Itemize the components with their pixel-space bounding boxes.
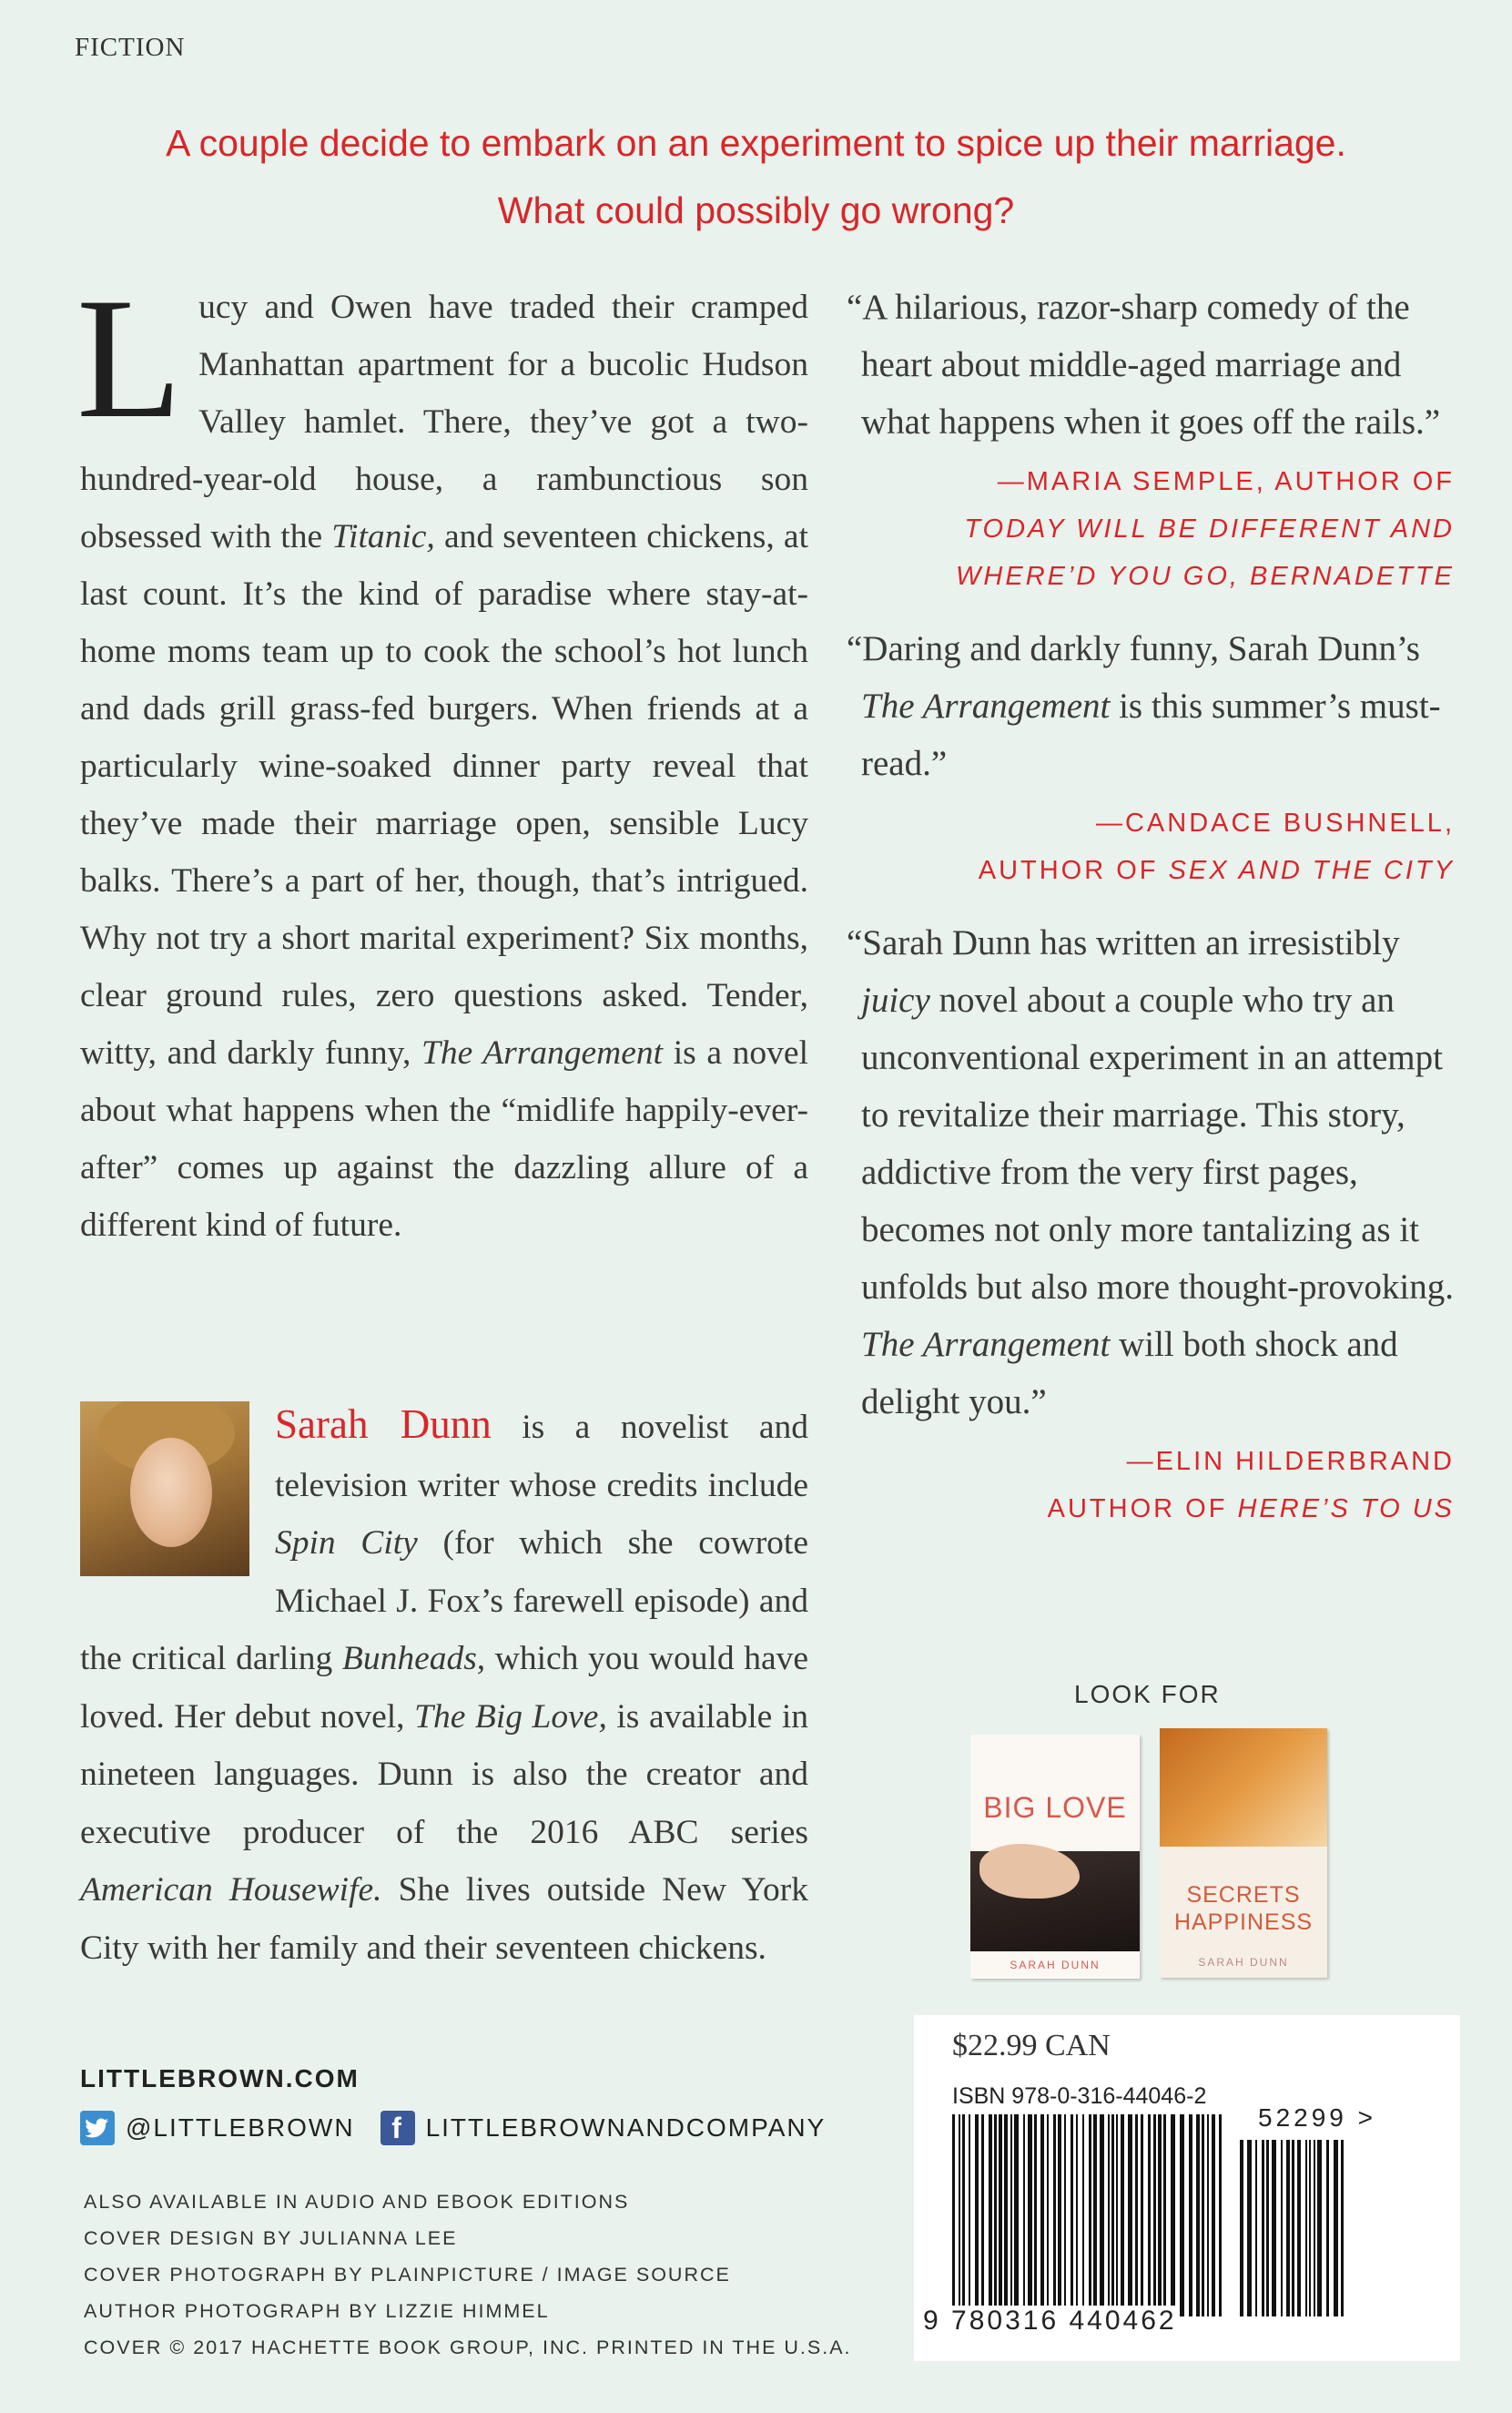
barcode-addon-bars	[1240, 2140, 1344, 2316]
barcode-bar	[1158, 2114, 1162, 2316]
quote-book-title: The Arrangement	[861, 687, 1111, 726]
barcode-bar	[1247, 2140, 1252, 2316]
credit-line: ALSO AVAILABLE IN AUDIO AND EBOOK EDITIONS	[84, 2191, 630, 2213]
author-photo	[80, 1401, 249, 1576]
barcode-bar	[1089, 2114, 1091, 2316]
description-text-2: and seventeen chickens, at last count. It’s the kind of paradise where stay-at-home moms team up to cook the school’s hot lunch and dads grill grass-fed burgers. When friends at a particularly wine-soaked dinner party reveal that they’ve made their marriage open, sensible Lucy balks. There’s a part of her, though, that’s intrigued. Why not try a short marital experiment? Six months, clear ground rules, zero questions asked. Tender, witty, and darkly funny,	[80, 518, 808, 1072]
attribution-title: TODAY WILL BE DIFFERENT AND	[964, 514, 1455, 544]
barcode-bar	[1262, 2140, 1264, 2316]
barcode-bar	[1286, 2140, 1290, 2316]
quote-text-part: will both shock and delight you.”	[861, 1325, 1398, 1421]
barcode-bar	[1053, 2114, 1056, 2316]
attribution-title: WHERE’D YOU GO, BERNADETTE	[956, 562, 1455, 591]
book-cover-image	[1160, 1728, 1327, 1847]
barcode-bar	[1255, 2140, 1257, 2316]
bio-bunheads: Bunheads,	[341, 1640, 486, 1677]
attribution-text: AUTHOR OF	[978, 856, 1169, 885]
review-quote-3	[847, 914, 1455, 1532]
quote-attribution	[847, 1438, 1455, 1532]
author-name: Sarah Dunn	[275, 1401, 492, 1447]
book-cover-author: SARAH DUNN	[1010, 1959, 1101, 1971]
social-links	[80, 2111, 826, 2145]
twitter-handle[interactable]: @LITTLEBROWN	[126, 2113, 355, 2142]
barcode-bar	[1076, 2114, 1078, 2316]
author-photo-face	[130, 1438, 212, 1547]
review-quotes	[847, 279, 1455, 1532]
barcode-bar	[1153, 2114, 1156, 2316]
credit-line: COVER PHOTOGRAPH BY PLAINPICTURE / IMAGE SOURCE	[84, 2264, 731, 2286]
barcode-bar	[1040, 2114, 1044, 2316]
quote-text-part: “Daring and darkly funny, Sarah Dunn’s	[847, 629, 1420, 668]
barcode-bar	[1212, 2114, 1215, 2316]
credit-line: COVER © 2017 HACHETTE BOOK GROUP, INC. PRINTED IN THE U.S.A.	[84, 2337, 852, 2358]
barcode-bar	[1305, 2140, 1307, 2316]
barcode-bar	[1309, 2140, 1311, 2316]
attribution-text: AUTHOR OF	[1047, 1494, 1238, 1523]
barcode-ean-digits: 9 780316 440462	[923, 2306, 1177, 2336]
quote-text	[847, 914, 1455, 1430]
barcode-bar	[1292, 2140, 1294, 2316]
attribution-line: —CANDACE BUSHNELL,	[1095, 809, 1455, 838]
quote-book-title: The Arrangement	[861, 1325, 1111, 1364]
twitter-bird-icon[interactable]	[80, 2111, 115, 2145]
barcode-bar	[1180, 2114, 1184, 2316]
barcode-bar	[1189, 2114, 1192, 2316]
barcode-bar	[969, 2114, 970, 2316]
isbn: ISBN 978-0-316-44046-2	[952, 2083, 1207, 2109]
bio-american-housewife: American Housewife.	[80, 1871, 382, 1909]
attribution-title: HERE’S TO US	[1237, 1494, 1455, 1523]
bio-text-1: is a novelist and television writer whose credits include	[275, 1409, 808, 1504]
barcode-bar	[1219, 2114, 1222, 2316]
barcode-bar	[1128, 2114, 1132, 2316]
look-for-label: LOOK FOR	[1074, 1680, 1221, 1708]
barcode-bar	[1171, 2114, 1175, 2316]
tagline-line-2: What could possibly go wrong?	[497, 189, 1015, 231]
attribution-line	[847, 1485, 1455, 1532]
barcode-bar	[1148, 2114, 1151, 2316]
review-quote-1	[847, 279, 1455, 600]
book-description	[76, 263, 808, 1254]
barcode-bar	[994, 2114, 997, 2316]
barcode-bar	[1047, 2114, 1049, 2316]
bio-text-4: is available in nineteen languages. Dunn is also the creator and executive producer of the 2016 ABC series	[80, 1697, 808, 1851]
credit-line: COVER DESIGN BY JULIANNA LEE	[84, 2227, 458, 2249]
book-cover-title-line: HAPPINESS	[1173, 1909, 1314, 1935]
quote-text: “A hilarious, razor-sharp comedy of the heart about middle-aged marriage and what happens when it goes off the rails.”	[847, 288, 1441, 442]
barcode-bar	[1064, 2114, 1066, 2316]
tagline-line-1: A couple decide to embark on an experiment to spice up their marriage.	[166, 122, 1346, 164]
genre-label: FICTION	[75, 33, 186, 62]
barcode-bar	[1202, 2114, 1204, 2316]
barcode-bar	[1071, 2114, 1073, 2316]
barcode-bar	[1141, 2114, 1143, 2316]
barcode-bar	[989, 2114, 992, 2316]
description-text-1: ucy and Owen have traded their cramped Manhattan apartment for a bucolic Hudson Valley hamlet. There, they’ve got a two-hundred-year-old house, a rambunctious son obsessed with the	[80, 289, 808, 555]
tagline	[55, 109, 1457, 244]
quote-text	[847, 620, 1455, 792]
book-cover-title	[1160, 1881, 1327, 1936]
barcode-bar	[1093, 2114, 1097, 2316]
bio-big-love: The Big Love,	[414, 1697, 607, 1736]
book-cover-author: SARAH DUNN	[1198, 1956, 1289, 1969]
barcode-bar	[1004, 2114, 1008, 2316]
book-cover-secrets-happiness	[1160, 1728, 1327, 1978]
bio-text-5: She lives outside New York City with her family and their seventeen chickens.	[80, 1871, 808, 1967]
barcode-bar	[1281, 2140, 1283, 2316]
barcode-bar	[981, 2114, 984, 2316]
description-text-3: is a novel about what happens when the “midlife happily-ever-after” comes up against the dazzling allure of a different kind of future.	[80, 1034, 808, 1244]
quote-attribution	[847, 799, 1455, 894]
barcode-bar	[959, 2114, 960, 2316]
barcode-bar	[1010, 2114, 1012, 2316]
barcode-bar	[1341, 2140, 1344, 2316]
barcode-bar	[1207, 2114, 1209, 2316]
description-book-title: The Arrangement	[421, 1034, 664, 1072]
facebook-handle[interactable]: LITTLEBROWNANDCOMPANY	[425, 2113, 827, 2142]
book-cover-title-line: SECRETS	[1186, 1882, 1301, 1908]
barcode-bar	[1266, 2140, 1269, 2316]
barcode-bar	[1100, 2114, 1104, 2316]
barcode-bar	[1297, 2140, 1301, 2316]
barcode-bar	[1121, 2114, 1124, 2316]
barcode-bar	[1272, 2140, 1276, 2316]
quote-text-part: is this summer’s must-read.”	[861, 687, 1441, 783]
bio-spin-city: Spin City	[275, 1524, 418, 1562]
attribution-line	[847, 553, 1455, 600]
review-quote-2	[847, 620, 1455, 894]
barcode-bar	[952, 2114, 955, 2316]
author-bio	[80, 1396, 808, 1977]
description-titanic: Titanic,	[331, 518, 435, 555]
barcode-bar	[1317, 2140, 1322, 2316]
barcode-bars	[952, 2114, 1225, 2316]
attribution-title: SEX AND THE CITY	[1168, 856, 1455, 885]
bio-text-3: which you would have loved. Her debut novel,	[80, 1640, 808, 1736]
credit-line: AUTHOR PHOTOGRAPH BY LIZZIE HIMMEL	[84, 2300, 550, 2322]
attribution-line: —ELIN HILDERBRAND	[1126, 1447, 1455, 1476]
attribution-line: —MARIA SEMPLE, AUTHOR OF	[997, 467, 1455, 496]
bio-text-2: (for which she cowrote Michael J. Fox’s farewell episode) and the critical darling	[80, 1524, 808, 1677]
barcode-addon-digits: 52299 >	[1258, 2103, 1376, 2132]
attribution-line	[847, 847, 1455, 894]
barcode-bar	[1163, 2114, 1166, 2316]
barcode-bar	[1108, 2114, 1110, 2316]
barcode-bar	[1111, 2114, 1114, 2316]
barcode-bar	[1314, 2140, 1315, 2316]
barcode-bar	[1240, 2140, 1243, 2316]
barcode-bar	[1014, 2114, 1019, 2316]
barcode-bar	[1116, 2114, 1118, 2316]
barcode-bar	[1023, 2114, 1025, 2316]
barcode-bar	[1082, 2114, 1084, 2316]
barcode-bar	[1028, 2114, 1032, 2316]
quote-emphasis: juicy	[861, 981, 930, 1020]
credits	[84, 2184, 852, 2366]
barcode-bar	[1058, 2114, 1061, 2316]
barcode-bar	[1334, 2140, 1338, 2316]
facebook-icon[interactable]: f	[381, 2111, 415, 2145]
quote-attribution	[847, 458, 1455, 600]
barcode-bar	[975, 2114, 979, 2316]
barcode-bar	[1135, 2114, 1138, 2316]
barcode-bar	[1196, 2114, 1200, 2316]
drop-cap: L	[76, 263, 183, 454]
barcode-bar	[962, 2114, 965, 2316]
barcode-bar	[1034, 2114, 1037, 2316]
price: $22.99 CAN	[952, 2029, 1111, 2062]
book-cover-title: BIG LOVE	[983, 1791, 1127, 1824]
quote-text-part: novel about a couple who try an unconventional experiment in an attempt to revitalize their marriage. This story, addictive from the very first pages, becomes not only more tantalizing as it unfolds but also more thought-provoking.	[861, 981, 1455, 1307]
barcode-bar	[999, 2114, 1002, 2316]
attribution-line	[847, 505, 1455, 553]
book-cover-big-love	[970, 1735, 1140, 1979]
publisher-website[interactable]: LITTLEBROWN.COM	[80, 2064, 360, 2092]
barcode-bar	[1326, 2140, 1329, 2316]
quote-text-part: “Sarah Dunn has written an irresistibly	[847, 923, 1400, 962]
